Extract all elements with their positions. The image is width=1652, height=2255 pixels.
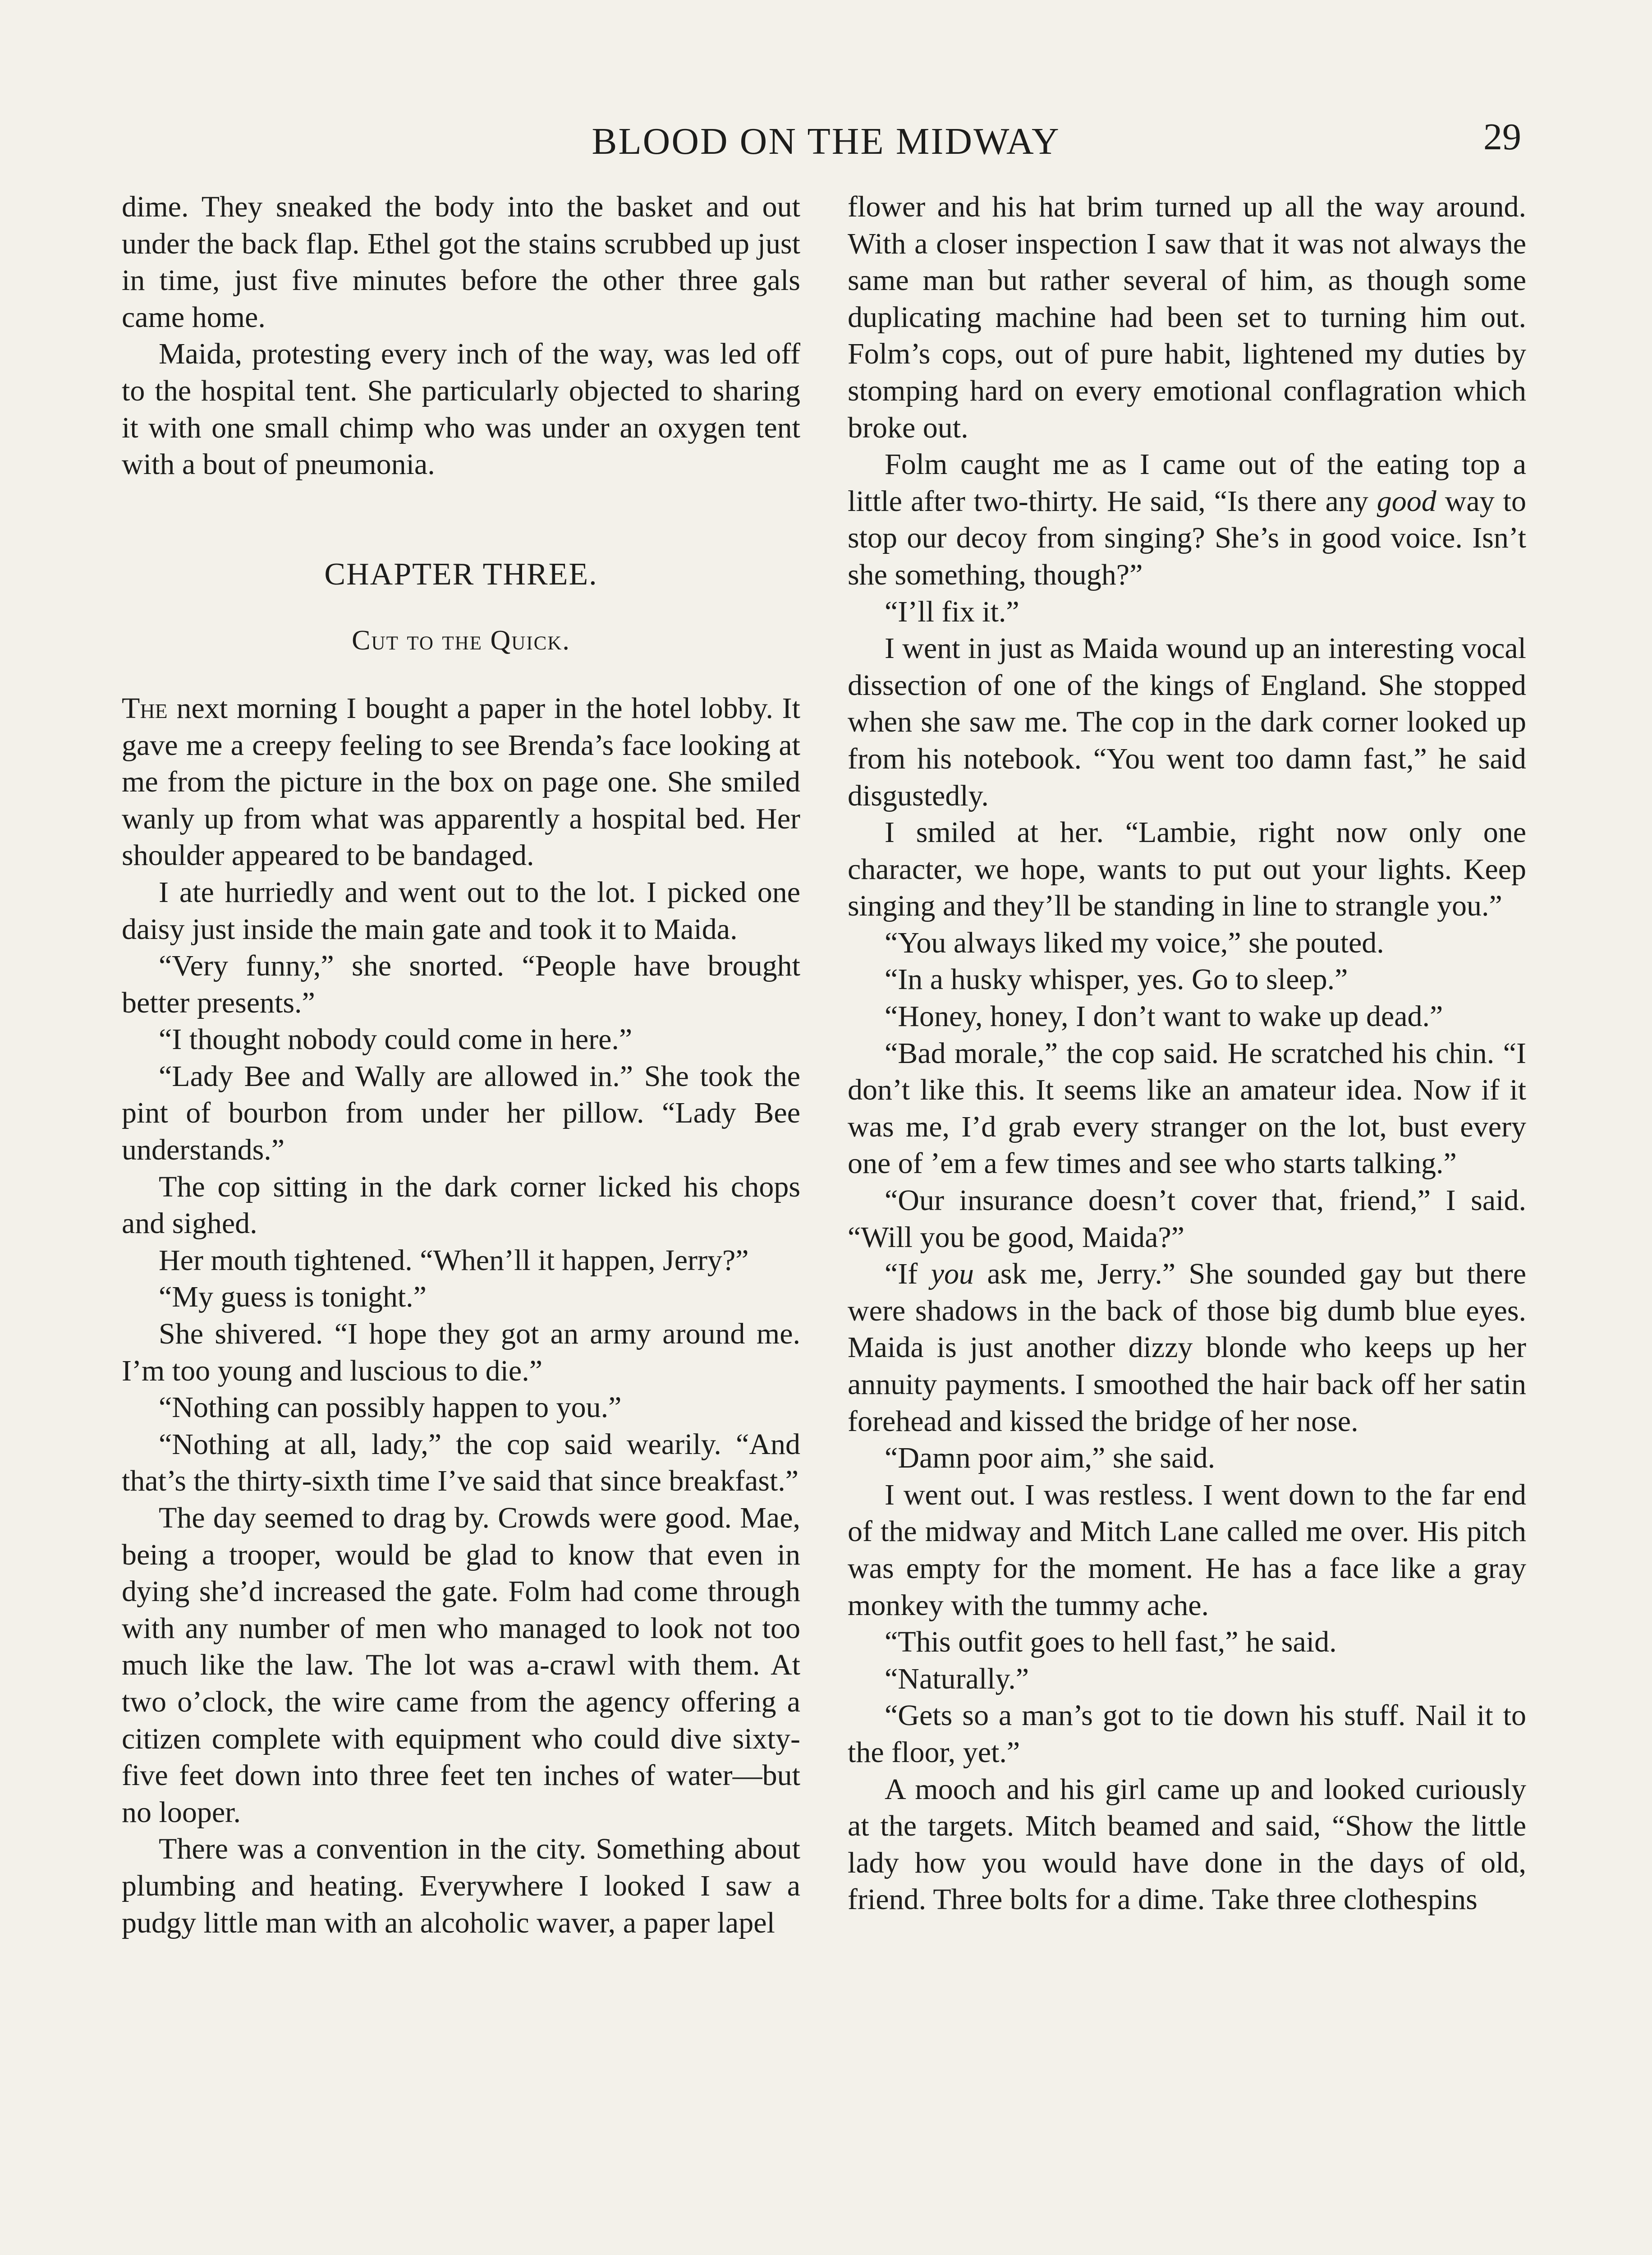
paragraph: I ate hurriedly and went out to the lot. I picked one daisy just inside the main gate and took it to Maida. bbox=[122, 875, 800, 946]
italic-word: good bbox=[1377, 484, 1436, 518]
paragraph: “My guess is tonight.” bbox=[159, 1280, 427, 1314]
paragraph-text: way to stop our decoy from singing? She’s in good voice. Isn’t she something, though?” bbox=[848, 484, 1527, 591]
paragraph: Maida, protesting every inch of the way, was led off to the hospital tent. She particularly objected to sharing it with one small chimp who was under an oxygen tent with a bout of pneumonia. bbox=[122, 337, 800, 481]
italic-word: you bbox=[931, 1257, 974, 1291]
paragraph: “Naturally.” bbox=[885, 1662, 1029, 1695]
paragraph: “Bad morale,” the cop said. He scratched his chin. “I don’t like this. It seems like an amateur idea. Now if it was me, I’d grab every stranger on the lot, bust every one of ’em a few times and see who starts talking.” bbox=[848, 1036, 1526, 1180]
paragraph bbox=[848, 1256, 1526, 1440]
paragraph: “I’ll fix it.” bbox=[885, 595, 1019, 628]
paragraph: dime. They sneaked the body into the basket and out under the back flap. Ethel got the stains scrubbed up just in time, just five minutes before the other three gals came home. bbox=[122, 190, 800, 334]
paragraph-text: ask me, Jerry.” She sounded gay but there were shadows in the back of those big dumb blue eyes. Maida is just another dizzy blonde who keeps up her annuity payments. I smoothed the hair back off her satin forehead and kissed the bridge of her nose. bbox=[848, 1257, 1526, 1438]
paragraph: “This outfit goes to hell fast,” he said. bbox=[885, 1625, 1337, 1659]
chapter-title: CHAPTER THREE. bbox=[324, 557, 598, 592]
page-number: 29 bbox=[1483, 116, 1521, 158]
paragraph-text: next morning I bought a paper in the hotel lobby. It gave me a creepy feeling to see Brenda’s face looking at me from the picture in the box on page one. She smiled wanly up from what was apparently a hospital bed. Her shoulder appeared to be bandaged. bbox=[122, 691, 800, 872]
paragraph: “Damn poor aim,” she said. bbox=[885, 1441, 1216, 1475]
paragraph: “Honey, honey, I don’t want to wake up dead.” bbox=[885, 1000, 1443, 1033]
paragraph: “In a husky whisper, yes. Go to sleep.” bbox=[885, 963, 1348, 996]
paragraph-lead-word: The bbox=[122, 691, 168, 725]
paragraph: “I thought nobody could come in here.” bbox=[159, 1023, 633, 1056]
paragraph: I went in just as Maida wound up an interesting vocal dissection of one of the kings of England. She stopped when she saw me. The cop in the dark corner looked up from his notebook. “You went too damn fast,” he said disgustedly. bbox=[848, 632, 1526, 812]
paragraph-text: “If bbox=[885, 1257, 931, 1291]
paragraph: I went out. I was restless. I went down to the far end of the midway and Mitch Lane called me over. His pitch was empty for the moment. He has a face like a gray monkey with the tummy ache. bbox=[848, 1478, 1526, 1622]
paragraph-text: Folm caught me as I came out of the eating top a little after two-thirty. He said, “Is there any bbox=[848, 448, 1526, 518]
paragraph: Her mouth tightened. “When’ll it happen, Jerry?” bbox=[159, 1243, 749, 1277]
paragraph: There was a convention in the city. Something about plumbing and heating. Everywhere I looked I saw a pudgy little man with an alcoholic waver, a paper lapel bbox=[122, 1832, 800, 1939]
paragraph: The day seemed to drag by. Crowds were good. Mae, being a trooper, would be glad to know that even in dying she’d increased the gate. Folm had come through with any number of men who managed to look not too much like the law. The lot was a-crawl with them. At two o’clock, the wire came from the agency offering a citizen complete with equipment who could dive sixty-five feet down into three feet ten inches of water—but no looper. bbox=[122, 1501, 800, 1829]
paragraph bbox=[848, 446, 1526, 593]
right-column bbox=[848, 189, 1526, 1918]
chapter-subtitle: Cut to the Quick. bbox=[352, 625, 570, 656]
paragraph-chapter-opening bbox=[122, 690, 800, 874]
running-title: BLOOD ON THE MIDWAY bbox=[592, 120, 1060, 162]
paragraph: “Lady Bee and Wally are allowed in.” She took the pint of bourbon from under her pillow. “Lady Bee understands.” bbox=[122, 1059, 800, 1167]
paragraph: “Gets so a man’s got to tie down his stuff. Nail it to the floor, yet.” bbox=[848, 1699, 1526, 1769]
left-column bbox=[122, 189, 800, 1941]
paragraph: I smiled at her. “Lambie, right now only one character, we hope, wants to put out your lights. Keep singing and they’ll be standing in line to strangle you.” bbox=[848, 816, 1526, 923]
paragraph: “Nothing can possibly happen to you.” bbox=[159, 1391, 622, 1424]
paragraph: She shivered. “I hope they got an army around me. I’m too young and luscious to die.” bbox=[122, 1317, 800, 1387]
paragraph: A mooch and his girl came up and looked curiously at the targets. Mitch beamed and said, “Show the little lady how you would have done in the days of old, friend. Three bolts for a dime. Take three clothespins bbox=[848, 1772, 1526, 1916]
paragraph: flower and his hat brim turned up all the way around. With a closer inspection I saw that it was not always the same man but rather several of him, as though some duplicating machine had been set to turning him out. Folm’s cops, out of pure habit, lightened my duties by stomping hard on every emotional conflagration which broke out. bbox=[848, 190, 1526, 444]
paragraph: “You always liked my voice,” she pouted. bbox=[885, 926, 1384, 959]
paragraph: The cop sitting in the dark corner licked his chops and sighed. bbox=[122, 1170, 800, 1240]
paragraph: “Very funny,” she snorted. “People have brought better presents.” bbox=[122, 949, 800, 1019]
running-head bbox=[122, 110, 1530, 169]
paragraph: “Our insurance doesn’t cover that, friend,” I said. “Will you be good, Maida?” bbox=[848, 1184, 1526, 1254]
paragraph: “Nothing at all, lady,” the cop said wearily. “And that’s the thirty-sixth time I’ve said that since breakfast.” bbox=[122, 1427, 800, 1498]
